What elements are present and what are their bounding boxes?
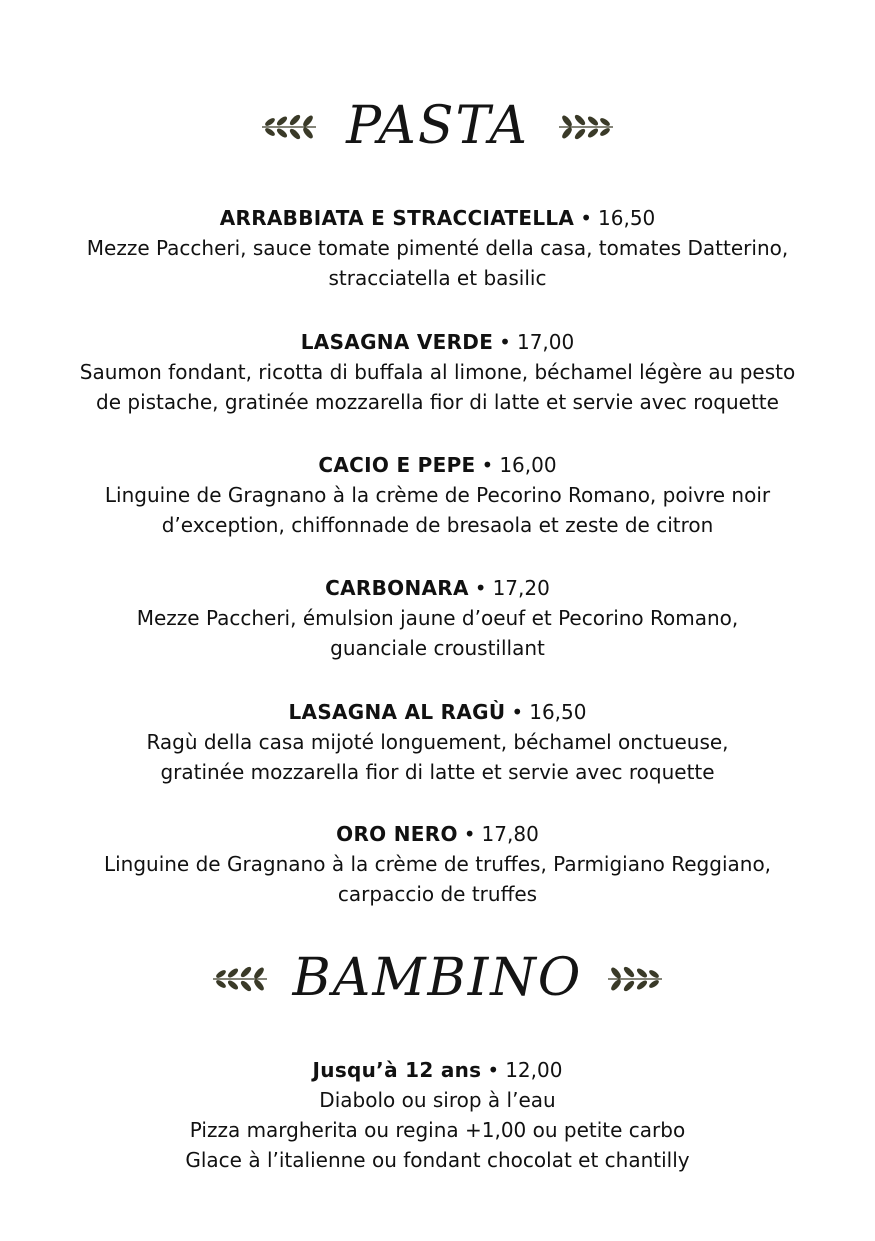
menu-item-description: stracciatella et basilic: [328, 266, 547, 290]
laurel-sprig-icon: [604, 963, 666, 993]
bambino-section-header: [0, 948, 875, 1008]
separator-dot: •: [463, 822, 476, 846]
separator-dot: •: [511, 700, 524, 724]
bambino-title: BAMBINO: [292, 948, 583, 1008]
laurel-sprig-icon: [258, 111, 320, 141]
menu-item-description: Linguine de Gragnano à la crème de truffes, Parmigiano Reggiano,: [103, 852, 772, 876]
menu-item-description: de pistache, gratinée mozzarella fior di latte et servie avec roquette: [96, 390, 779, 414]
pasta-section-header: [0, 96, 875, 156]
menu-item-description: Mezze Paccheri, émulsion jaune d’oeuf et Pecorino Romano,: [136, 606, 739, 630]
menu-item: [40, 819, 835, 909]
menu-item-description: Ragù della casa mijoté longuement, béchamel onctueuse,: [146, 730, 729, 754]
menu-item-description: Glace à l’italienne ou fondant chocolat et chantilly: [185, 1148, 690, 1172]
pasta-title: PASTA: [346, 96, 529, 156]
menu-item-description: Mezze Paccheri, sauce tomate pimenté della casa, tomates Datterino,: [86, 236, 789, 260]
menu-item: [40, 203, 835, 293]
menu-item-name: CACIO E PEPE: [318, 453, 476, 477]
menu-item-description: gratinée mozzarella fior di latte et servie avec roquette: [160, 760, 715, 784]
menu-item-name: ORO NERO: [336, 822, 458, 846]
separator-dot: •: [499, 330, 511, 354]
kids-menu-item: [40, 1055, 835, 1175]
laurel-sprig-icon: [209, 963, 271, 993]
menu-item-description: d’exception, chiffonnade de bresaola et zeste de citron: [161, 513, 714, 537]
menu-item-description: guanciale croustillant: [330, 636, 545, 660]
menu-item: [40, 450, 835, 540]
menu-item-name: Jusqu’à 12 ans: [312, 1058, 482, 1082]
menu-item: [40, 573, 835, 663]
menu-item-name: LASAGNA AL RAGÙ: [288, 700, 506, 724]
menu-item-price: 17,80: [481, 822, 539, 846]
menu-item-name: CARBONARA: [325, 576, 469, 600]
menu-item-price: 17,00: [516, 330, 575, 354]
menu-item-name: LASAGNA VERDE: [300, 330, 494, 354]
menu-item-description: Linguine de Gragnano à la crème de Pecorino Romano, poivre noir: [104, 483, 771, 507]
menu-item-description: Saumon fondant, ricotta di buffala al limone, béchamel légère au pesto: [79, 360, 796, 384]
separator-dot: •: [481, 453, 494, 477]
menu-item-price: 16,50: [598, 206, 656, 230]
menu-item-price: 16,00: [499, 453, 557, 477]
separator-dot: •: [487, 1058, 500, 1082]
menu-item-price: 17,20: [492, 576, 550, 600]
menu-item: [40, 327, 835, 417]
menu-item-description: Pizza margherita ou regina +1,00 ou petite carbo: [189, 1118, 686, 1142]
menu-item: [40, 697, 835, 787]
menu-item-price: 12,00: [505, 1058, 563, 1082]
laurel-sprig-icon: [555, 111, 617, 141]
menu-item-description: Diabolo ou sirop à l’eau: [319, 1088, 556, 1112]
separator-dot: •: [474, 576, 487, 600]
menu-item-price: 16,50: [529, 700, 587, 724]
separator-dot: •: [580, 206, 593, 230]
menu-item-description: carpaccio de truffes: [337, 882, 538, 906]
menu-item-name: ARRABBIATA E STRACCIATELLA: [219, 206, 575, 230]
